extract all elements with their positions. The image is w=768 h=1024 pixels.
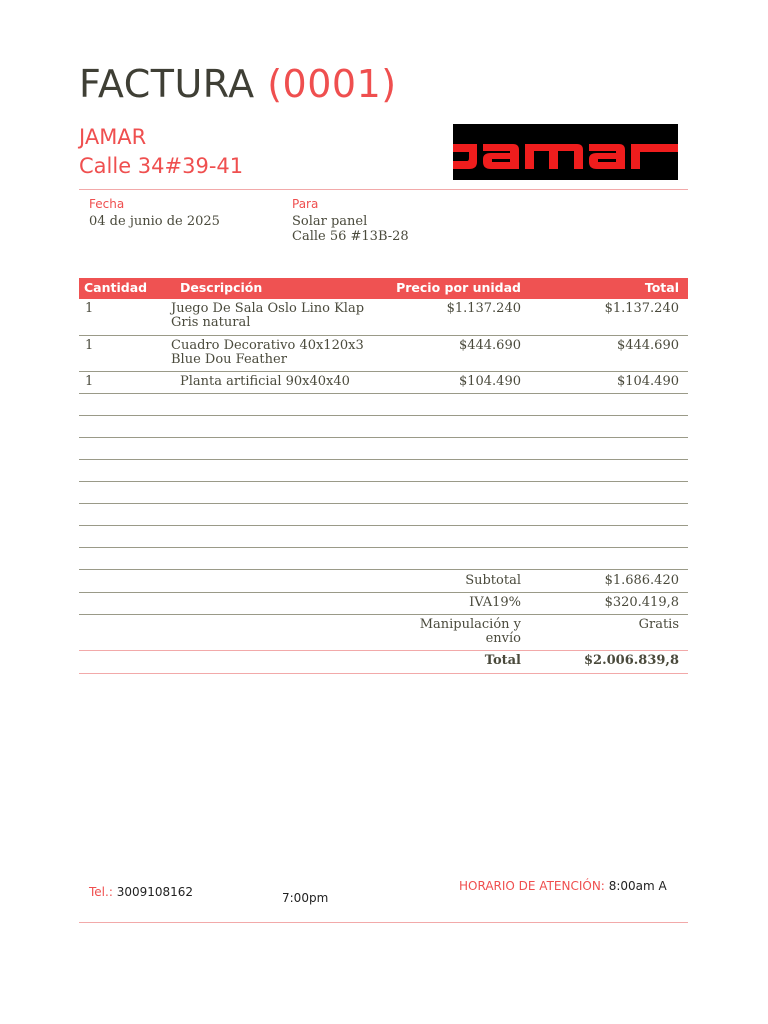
header-description: Descripción (180, 280, 263, 295)
row-total: $1.137.240 (604, 301, 679, 316)
date-label: Fecha (89, 197, 125, 211)
subtotal-label: Subtotal (465, 573, 521, 588)
company-name: JAMAR (79, 125, 147, 149)
invoice-number: (0001) (267, 62, 397, 106)
company-logo (453, 124, 678, 180)
total-label: Total (484, 653, 521, 668)
row-quantity: 1 (85, 301, 94, 316)
footer-hours (459, 879, 667, 893)
phone-value: 3009108162 (116, 885, 194, 899)
row-total: $104.490 (616, 374, 679, 389)
row-unit-price: $1.137.240 (446, 301, 521, 316)
shipping-row (79, 615, 688, 651)
hours-value-end: 7:00pm (282, 891, 329, 905)
header-total: Total (644, 280, 679, 295)
header-unit-price: Precio por unidad (396, 280, 521, 295)
empty-table-row (79, 438, 688, 460)
invoice-title (79, 62, 397, 106)
row-quantity: 1 (85, 374, 94, 389)
recipient-label: Para (292, 197, 319, 211)
subtotal-value: $1.686.420 (604, 573, 679, 588)
company-logo-image (453, 124, 678, 180)
row-description: Juego De Sala Oslo Lino Klap Gris natural (171, 301, 365, 330)
date-value: 04 de junio de 2025 (89, 214, 220, 229)
empty-table-row (79, 416, 688, 438)
table-row (79, 336, 688, 372)
shipping-label: Manipulación y envío (419, 617, 521, 646)
subtotal-row (79, 571, 688, 593)
empty-table-row (79, 526, 688, 548)
empty-table-row (79, 504, 688, 526)
shipping-value: Gratis (638, 617, 679, 632)
row-description: Cuadro Decorativo 40x120x3 Blue Dou Feather (171, 338, 364, 367)
row-unit-price: $104.490 (458, 374, 521, 389)
phone-label: Tel.: (89, 885, 113, 899)
tax-row (79, 593, 688, 615)
company-address: Calle 34#39-41 (79, 154, 244, 178)
row-quantity: 1 (85, 338, 94, 353)
row-total: $444.690 (616, 338, 679, 353)
tax-label: IVA19% (469, 595, 521, 610)
hours-label: HORARIO DE ATENCIÓN: (459, 879, 605, 893)
empty-table-row (79, 394, 688, 416)
empty-table-row (79, 548, 688, 570)
empty-table-row (79, 460, 688, 482)
recipient-name: Solar panel (292, 214, 368, 229)
row-unit-price: $444.690 (458, 338, 521, 353)
company-block (79, 123, 243, 181)
hours-value-start: 8:00am A (608, 879, 667, 893)
recipient-address: Calle 56 #13B-28 (292, 229, 409, 244)
empty-table-row (79, 482, 688, 504)
tax-value: $320.419,8 (604, 595, 679, 610)
header-quantity: Cantidad (84, 280, 148, 295)
items-table-header (79, 278, 688, 299)
total-row (79, 651, 688, 674)
invoice-title-word: FACTURA (79, 62, 255, 106)
footer-phone (89, 885, 193, 899)
table-row (79, 372, 688, 394)
table-row (79, 299, 688, 336)
footer-divider (79, 922, 688, 923)
total-value: $2.006.839,8 (584, 653, 679, 668)
header-divider (79, 189, 688, 190)
row-description: Planta artificial 90x40x40 (180, 374, 350, 389)
